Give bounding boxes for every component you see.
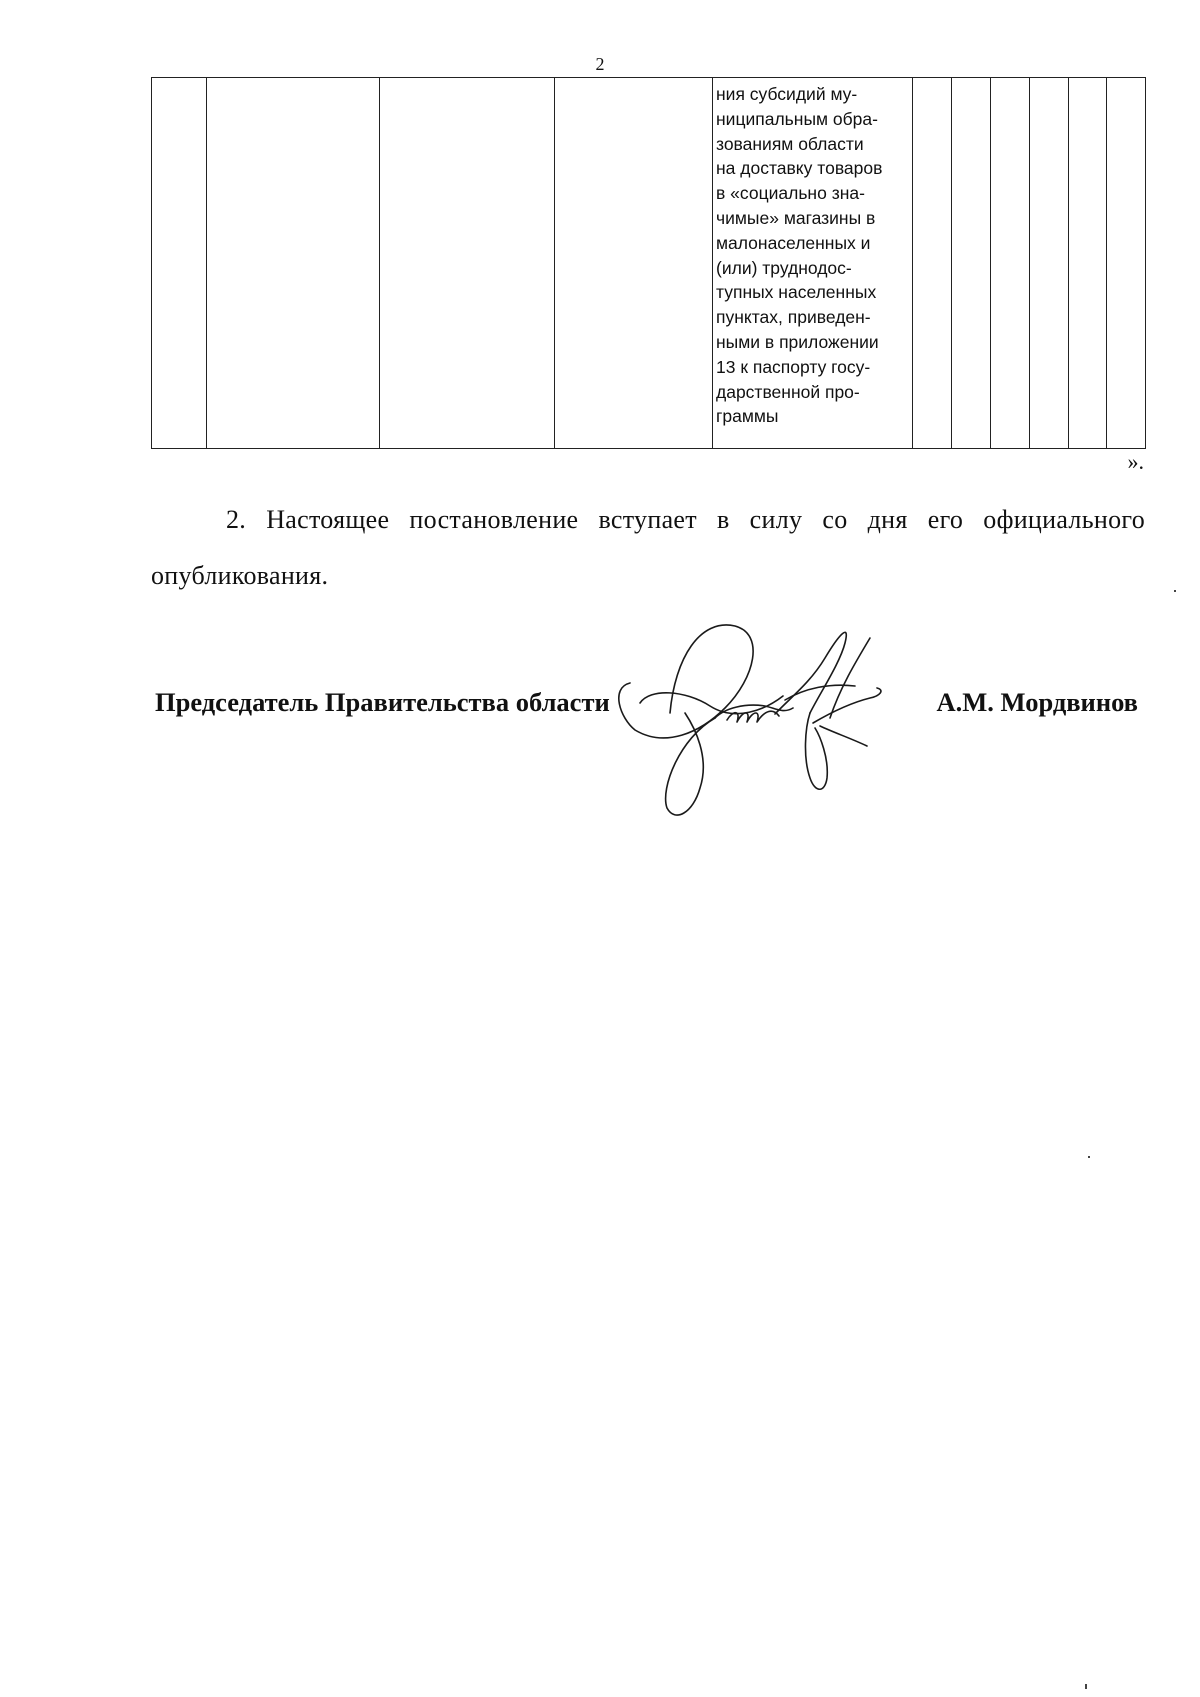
cell-text-line: зованиям области (716, 133, 864, 154)
cell-text-line: пунктах, приведен- (716, 307, 871, 328)
table-cell (1030, 78, 1069, 449)
table-cell (1069, 78, 1107, 449)
continuation-table (151, 77, 1146, 449)
scan-speck (1085, 1684, 1087, 1689)
cell-text-line: (или) труднодос- (716, 257, 852, 278)
cell-text-line: ниципальным обра- (716, 108, 878, 129)
table-cell (991, 78, 1030, 449)
table-cell (1107, 78, 1146, 449)
scan-speck (1088, 1156, 1090, 1158)
cell-text-line: 13 к паспорту госу- (716, 356, 871, 377)
cell-text-line: на доставку товаров (716, 158, 883, 179)
cell-text-line: чимые» магазины в (716, 207, 876, 228)
cell-text-line: граммы (716, 406, 779, 427)
cell-text-line: дарственной про- (716, 381, 860, 402)
table-cell (380, 78, 555, 449)
table-cell (952, 78, 991, 449)
scan-speck (1174, 590, 1176, 592)
cell-text-line: малонаселенных и (716, 232, 871, 253)
table-cell (555, 78, 713, 449)
signatory-name: А.М. Мордвинов (936, 687, 1138, 717)
handwritten-signature (615, 618, 945, 828)
table-cell (207, 78, 380, 449)
table-row (152, 78, 1146, 449)
page-number: 2 (595, 54, 605, 74)
measure-description-text (713, 78, 912, 429)
closing-quote: ». (1127, 449, 1144, 474)
cell-text-line: в «социально зна- (716, 183, 865, 204)
cell-text-line: тупных населенных (716, 282, 877, 303)
signatory-title: Председатель Правительства области (155, 687, 610, 717)
cell-text-line: ными в приложении (716, 331, 879, 352)
table-cell (913, 78, 952, 449)
cell-text-line: ния субсидий му- (716, 84, 858, 104)
table-cell (152, 78, 207, 449)
clause-paragraph: 2. Настоящее постановление вступает в силу со дня его официального опубликования. (151, 505, 1145, 590)
measure-description-cell (713, 78, 913, 449)
